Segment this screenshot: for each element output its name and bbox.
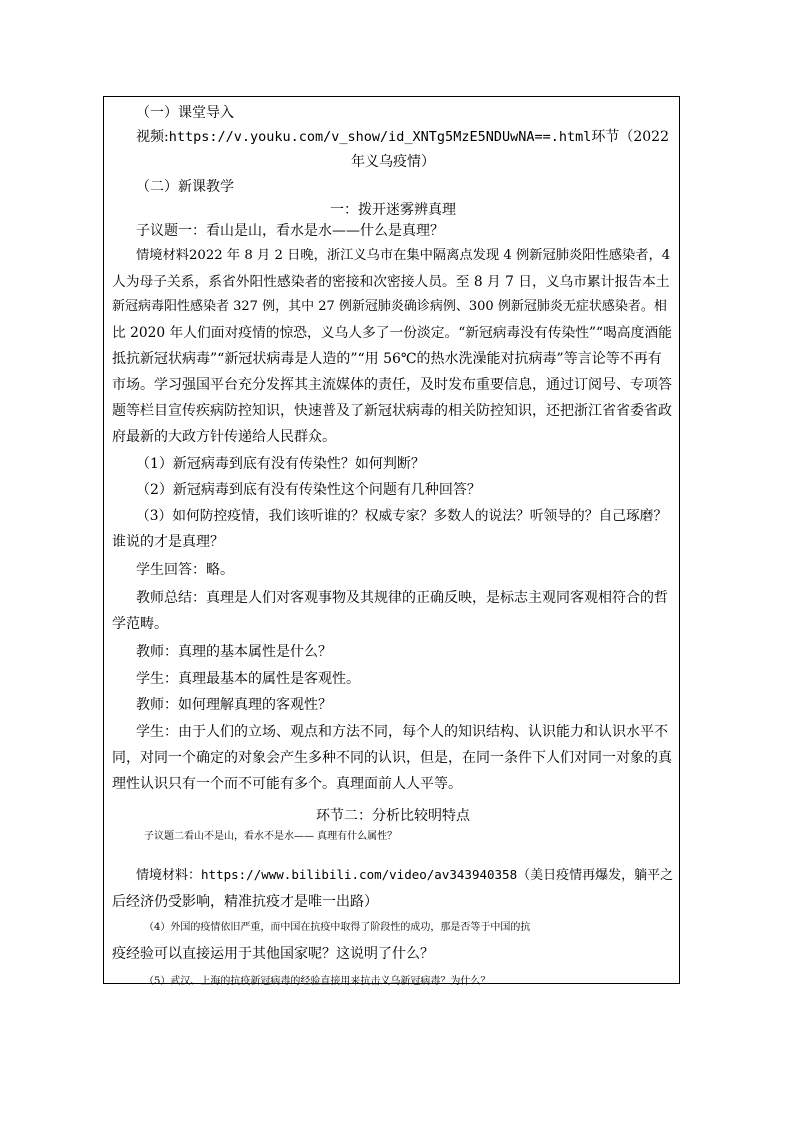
- video-line: [136, 124, 674, 150]
- teacher-summary-line1: 教师总结：真理是人们对客观事物及其规律的正确反映，是标志主观同客观相符合的哲: [136, 590, 668, 606]
- question-3-line2: 谁说的才是真理？: [112, 534, 224, 550]
- teacher-summary-line2: 学范畴。: [112, 616, 168, 632]
- question-1: （1）新冠病毒到底有没有传染性？如何判断？: [136, 456, 425, 472]
- material2-line2: 后经济仍受影响，精准抗疫才是唯一出路）: [112, 894, 378, 910]
- material-line-6: 市场。学习强国平台充分发挥其主流媒体的责任，及时发布重要信息，通过订阅号、专项答: [112, 377, 672, 393]
- question-2: （2）新冠病毒到底有没有传染性这个问题有几种回答？: [136, 482, 481, 498]
- material-line-7: 题等栏目宣传疾病防控知识，快速普及了新冠状病毒的相关防控知识，还把浙江省省委省政: [112, 403, 672, 419]
- material-line-5: 抵抗新冠状病毒”“新冠状病毒是人造的”“用 56℃的热水洗澡能对抗病毒”等言论等不再有: [112, 351, 662, 367]
- student-answer: 学生回答：略。: [136, 562, 234, 578]
- part1-title: 一：拨开迷雾辨真理: [330, 202, 456, 218]
- material-line-1: 情境材料2022 年 8 月 2 日晚，浙江义乌市在集中隔离点发现 4 例新冠肺炎阳性感染者，4: [136, 248, 671, 263]
- material2-url: https://www.bilibili.com/video/av343940358: [201, 867, 518, 882]
- question-4-line1: （4）外国的疫情依旧严重，而中国在抗疫中取得了阶段性的成功，那是否等于中国的抗: [144, 922, 531, 933]
- video-url: https://v.youku.com/v_show/id_XNTg5MzE5NDUwNA==.html: [168, 129, 592, 145]
- student-answer-1: 学生：真理最基本的属性是客观性。: [136, 671, 360, 687]
- material-line-2: 人为母子关系，系省外阳性感染者的密接和次密接人员。至 8 月 7 日，义乌市累计报告本土: [112, 274, 670, 290]
- student-answer-2-line3: 理性认识只有一个而不可能有多个。真理面前人人平等。: [112, 776, 462, 792]
- teacher-question-1: 教师：真理的基本属性是什么？: [136, 644, 332, 660]
- student-answer-2-line2: 同，对同一个确定的对象会产生多种不同的认识，但是，在同一条件下人们对同一对象的真: [112, 750, 672, 766]
- material-line-8: 府最新的大政方针传递给人民群众。: [112, 429, 336, 445]
- video-suffix: 环节（2022: [591, 129, 669, 145]
- material-line-4: 比 2020 年人们面对疫情的惊恐，义乌人多了一份淡定。“新冠病毒没有传染性”“喝高度酒能: [112, 325, 672, 341]
- topic1: 子议题一：看山是山，看水是水——什么是真理？: [136, 223, 444, 239]
- student-answer-2-line1: 学生：由于人们的立场、观点和方法不同，每个人的知识结构、认识能力和认识水平不: [136, 724, 668, 740]
- video-prefix: 视频:: [136, 129, 169, 145]
- teacher-question-2: 教师：如何理解真理的客观性？: [136, 697, 332, 713]
- material2-prefix: 情境材料：: [136, 868, 202, 883]
- material-line-3: 新冠病毒阳性感染者 327 例，其中 27 例新冠肺炎确诊病例、300 例新冠肺炎无症状感染者。相: [112, 299, 667, 314]
- section-heading-new-lesson: （二）新课教学: [136, 179, 234, 195]
- topic2: 子议题二看山不是山，看水不是水—— 真理有什么属性？: [144, 831, 398, 842]
- part2-title: 环节二：分析比较明特点: [316, 808, 470, 824]
- material2-line1: [136, 862, 674, 889]
- question-5: （5）武汉、上海的抗疫新冠病毒的经验直接用来抗击义乌新冠病毒？为什么？: [144, 976, 491, 987]
- material2-suffix: （美日疫情再爆发，躺平之: [517, 868, 674, 883]
- video-line-cont: 年义乌疫情）: [351, 154, 435, 170]
- section-heading-intro: （一）课堂导入: [136, 105, 234, 121]
- question-4-line2: 疫经验可以直接运用于其他国家呢？这说明了什么？: [112, 946, 434, 962]
- question-3-line1: （3）如何防控疫情，我们该听谁的？权威专家？多数人的说法？听领导的？自己琢磨？: [136, 508, 668, 524]
